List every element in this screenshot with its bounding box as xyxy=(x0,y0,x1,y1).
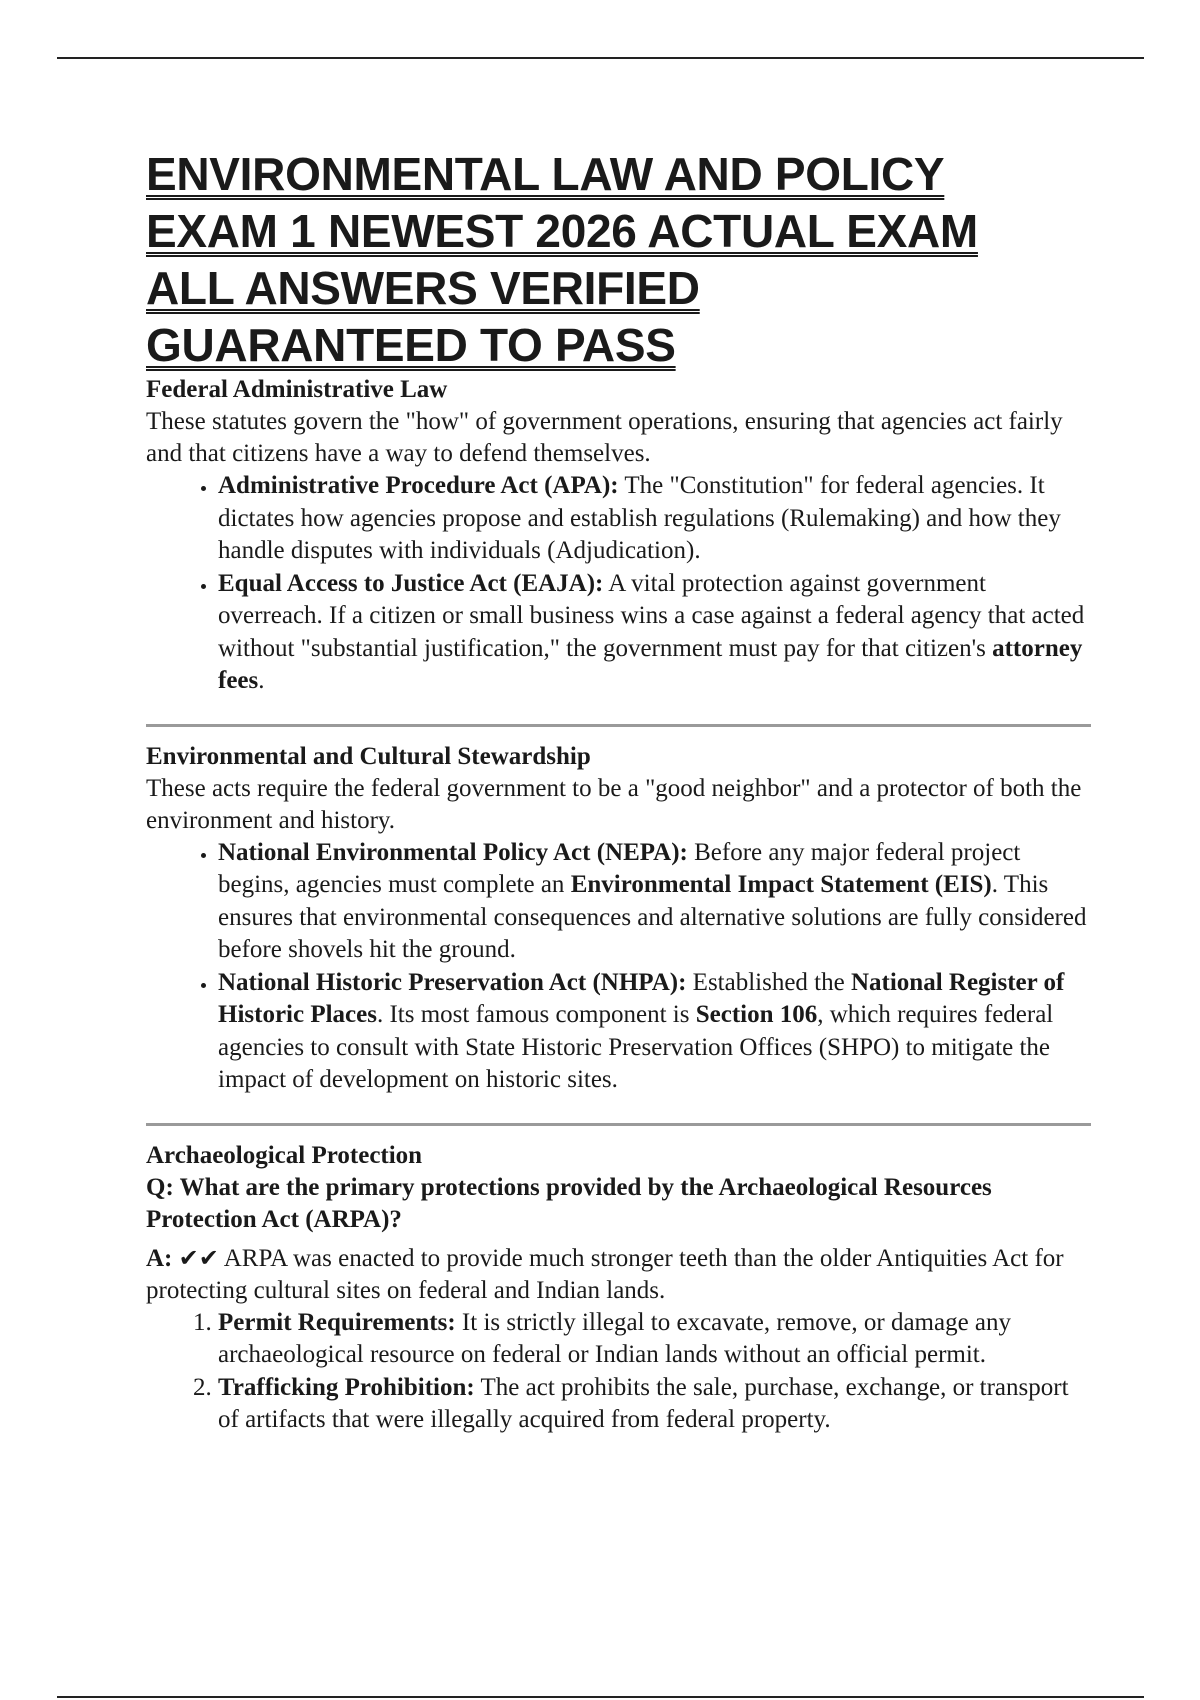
item-text-tail: . xyxy=(258,667,265,694)
list-item xyxy=(218,967,1091,1097)
section-federal-administrative-law xyxy=(146,374,1091,698)
list-item xyxy=(218,568,1091,698)
list-item xyxy=(218,1372,1091,1437)
section-intro: These statutes govern the "how" of government operations, ensuring that agencies act fairly and that citizens have a way to defend themselves. xyxy=(146,408,1063,467)
list-item xyxy=(218,837,1091,967)
document-title xyxy=(146,146,1091,374)
section-intro: These acts require the federal government to be a "good neighbor" and a protector of both the environment and history. xyxy=(146,774,1082,834)
item-term: Administrative Procedure Act (APA): xyxy=(218,472,619,499)
title-line-3: ALL ANSWERS VERIFIED xyxy=(146,262,700,314)
item-text: It is strictly illegal to excavate, remove, or damage any archaeological resource on federal or Indian lands without an official permit. xyxy=(218,1308,1012,1368)
checkmark-icon: ✔✔ xyxy=(178,1243,219,1272)
item-text: Established the xyxy=(686,968,851,996)
answer-text xyxy=(146,1242,1091,1307)
item-term: Trafficking Prohibition: xyxy=(218,1373,475,1401)
item-text: A vital protection against government overreach. If a citizen or small business wins a case against a federal agency that acted without "substantial justification," the government must pay for that citizen's xyxy=(218,569,1085,662)
section-divider xyxy=(146,1123,1091,1126)
item-text: , which requires federal agencies to consult with State Historic Preservation Offices (SHPO) to mitigate the impact of development on historic sites. xyxy=(218,1001,1054,1093)
item-term: Permit Requirements: xyxy=(218,1308,456,1336)
bullet-list xyxy=(146,470,1091,698)
item-text: . This ensures that environmental consequences and alternative solutions are fully considered before shovels hit the ground. xyxy=(218,871,1087,963)
item-text: Before any major federal project begins, agencies must complete an xyxy=(218,838,1021,898)
section-divider xyxy=(146,724,1091,727)
section-heading: Federal Administrative Law xyxy=(146,376,448,403)
title-line-2: EXAM 1 NEWEST 2026 ACTUAL EXAM xyxy=(146,205,978,257)
bullet-list xyxy=(146,837,1091,1097)
item-emphasis: National Register of Historic Places xyxy=(218,968,1065,1028)
item-emphasis: Environmental Impact Statement (EIS) xyxy=(570,871,992,898)
section-heading: Archaeological Protection xyxy=(146,1141,423,1169)
list-item xyxy=(218,470,1091,568)
item-emphasis: attorney fees xyxy=(218,634,1083,694)
page-bottom-rule xyxy=(57,1696,1144,1698)
section-environmental-cultural-stewardship xyxy=(146,741,1091,1097)
list-item xyxy=(218,1307,1091,1372)
numbered-list xyxy=(146,1307,1091,1437)
section-archaeological-protection xyxy=(146,1140,1091,1437)
item-text: . Its most famous component is xyxy=(376,1001,696,1028)
question-text: Q: What are the primary protections provided by the Archaeological Resources Protection Act (ARPA)? xyxy=(146,1173,992,1233)
item-term: National Environmental Policy Act (NEPA): xyxy=(218,838,688,866)
item-text: The act prohibits the sale, purchase, exchange, or transport of artifacts that were illegally acquired from federal property. xyxy=(218,1373,1069,1433)
item-text: The "Constitution" for federal agencies. It dictates how agencies propose and establish regulations (Rulemaking) and how they handle disputes with individuals (Adjudication). xyxy=(218,472,1061,564)
item-emphasis: Section 106 xyxy=(695,1001,818,1028)
item-term: Equal Access to Justice Act (EAJA): xyxy=(218,569,604,597)
answer-body: ARPA was enacted to provide much stronger teeth than the older Antiquities Act for protecting cultural sites on federal and Indian lands. xyxy=(146,1244,1064,1304)
section-heading: Environmental and Cultural Stewardship xyxy=(146,742,591,770)
page-top-rule xyxy=(57,57,1144,59)
title-line-4: GUARANTEED TO PASS xyxy=(146,319,676,371)
answer-label: A: xyxy=(146,1244,173,1272)
title-line-1: ENVIRONMENTAL LAW AND POLICY xyxy=(146,148,945,200)
item-term: National Historic Preservation Act (NHPA): xyxy=(218,968,687,996)
document-body xyxy=(146,146,1091,1437)
